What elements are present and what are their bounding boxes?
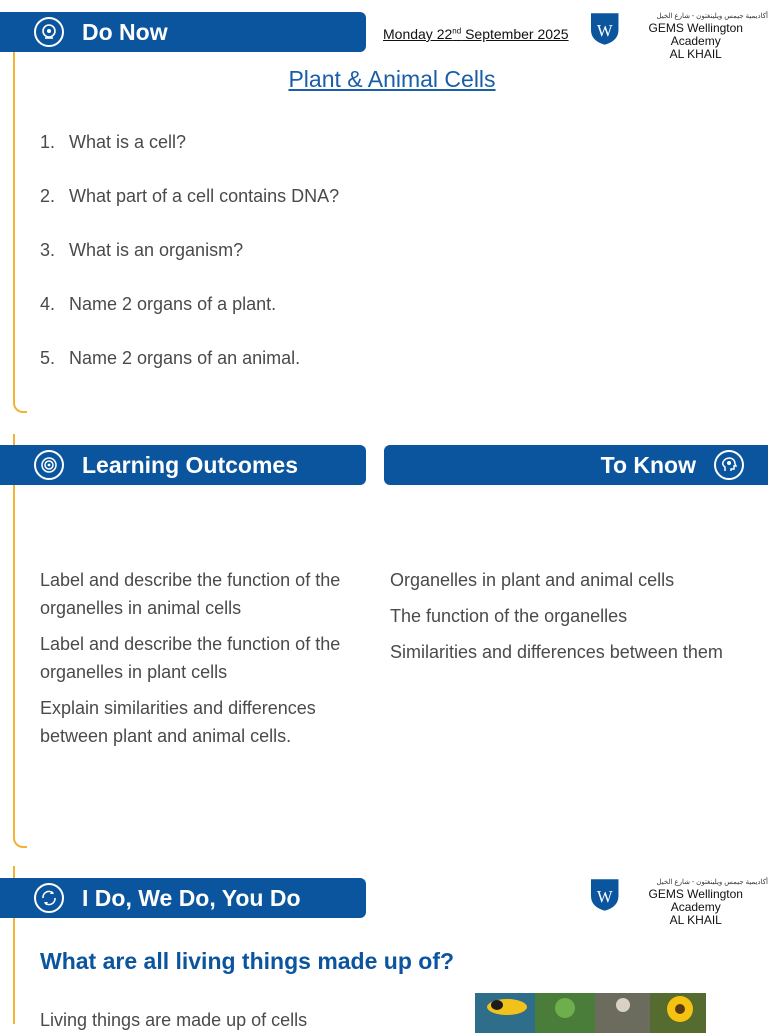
i-do-we-do-banner bbox=[0, 878, 366, 918]
do-now-banner bbox=[0, 12, 366, 52]
do-now-questions bbox=[40, 130, 339, 400]
svg-text:W: W bbox=[596, 20, 613, 40]
brain-head-icon bbox=[714, 450, 744, 480]
section-bracket bbox=[13, 46, 27, 413]
section-bracket bbox=[13, 434, 27, 848]
to-know-item: Similarities and differences between them bbox=[390, 642, 723, 662]
living-things-collage-image bbox=[475, 993, 706, 1033]
shield-logo-icon bbox=[590, 878, 619, 912]
to-know-list bbox=[390, 566, 760, 674]
school-logo bbox=[590, 878, 768, 927]
to-know-item: Organelles in plant and animal cells bbox=[390, 570, 675, 590]
to-know-label: To Know bbox=[600, 451, 696, 478]
question-item: 2. What part of a cell contains DNA? bbox=[40, 186, 340, 206]
question-item: 4. Name 2 organs of a plant. bbox=[40, 294, 277, 314]
do-now-label: Do Now bbox=[82, 18, 168, 45]
logo-arabic: أكاديمية جيمس ويلينغتون - شارع الخيل bbox=[656, 879, 768, 886]
question-item: 1. What is a cell? bbox=[40, 132, 187, 152]
i-do-we-do-label: I Do, We Do, You Do bbox=[82, 884, 301, 911]
logo-arabic: أكاديمية جيمس ويلينغتون - شارع الخيل bbox=[656, 13, 768, 20]
outcome-item: Explain similarities and differences between plant and animal cells. bbox=[40, 698, 316, 746]
logo-line2: AL KHAIL bbox=[669, 47, 722, 61]
school-logo bbox=[590, 12, 768, 61]
cycle-arrows-icon bbox=[34, 883, 64, 913]
body-text: Living things are made up of cells bbox=[40, 1010, 308, 1030]
section-heading: What are all living things made up of? bbox=[40, 948, 455, 974]
learning-outcomes-banner bbox=[0, 445, 366, 485]
head-gears-icon bbox=[34, 17, 64, 47]
logo-line1: GEMS Wellington Academy bbox=[648, 887, 743, 914]
learning-outcomes-label: Learning Outcomes bbox=[82, 451, 298, 478]
outcome-item: Label and describe the function of the organelles in plant cells bbox=[40, 634, 341, 682]
target-icon bbox=[34, 450, 64, 480]
to-know-banner bbox=[384, 445, 768, 485]
shield-logo-icon bbox=[590, 12, 619, 46]
question-item: 5. Name 2 organs of an animal. bbox=[40, 348, 301, 368]
outcome-item: Label and describe the function of the organelles in animal cells bbox=[40, 570, 341, 618]
lesson-title-link[interactable]: Plant & Animal Cells bbox=[288, 66, 496, 92]
learning-outcomes-list bbox=[40, 566, 350, 758]
logo-line1: GEMS Wellington Academy bbox=[648, 21, 743, 48]
logo-line2: AL KHAIL bbox=[669, 913, 722, 927]
to-know-item: The function of the organelles bbox=[390, 606, 628, 626]
svg-text:W: W bbox=[596, 886, 613, 906]
lesson-date: Monday 22nd September 2025 bbox=[383, 26, 569, 42]
question-item: 3. What is an organism? bbox=[40, 240, 244, 260]
